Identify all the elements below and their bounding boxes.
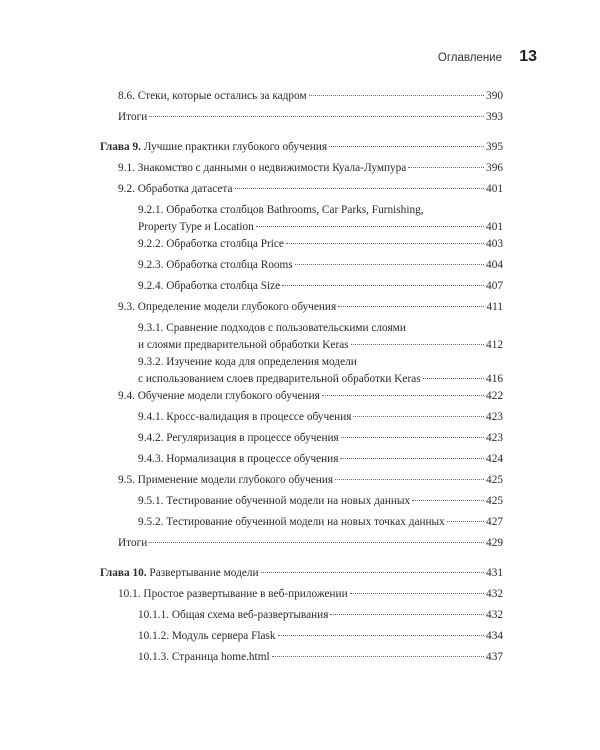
dot-leader <box>286 243 484 244</box>
dot-leader <box>341 437 484 438</box>
dot-leader <box>272 656 484 657</box>
page-number: 401 <box>486 183 503 195</box>
page-number: 412 <box>486 339 503 351</box>
page-number: 432 <box>486 588 503 600</box>
dot-leader <box>309 95 484 96</box>
page-number: 429 <box>486 537 503 549</box>
page-number: 396 <box>486 162 503 174</box>
toc-entry-9-4[interactable]: 9.4. Обучение модели глубокого обучения 422 <box>100 388 503 405</box>
page-number: 425 <box>486 474 503 486</box>
dot-leader <box>340 458 484 459</box>
dot-leader <box>447 521 484 522</box>
dot-leader <box>261 572 485 573</box>
page-number: 416 <box>486 373 503 385</box>
page-number: 411 <box>486 301 503 313</box>
toc-entry-summary-9[interactable]: Итоги 429 <box>100 535 503 552</box>
dot-leader <box>330 614 484 615</box>
dot-leader <box>322 395 484 396</box>
page-number: 407 <box>486 280 503 292</box>
page-number: 431 <box>486 567 503 579</box>
toc-entry-9-3-1[interactable]: 9.3.1. Сравнение подходов с пользовательскими слоями и слоями предварительной обработки Keras 412 <box>100 320 503 354</box>
dot-leader <box>338 306 484 307</box>
page-number: 425 <box>486 495 503 507</box>
toc-entry-10-1-1[interactable]: 10.1.1. Общая схема веб-развертывания 432 <box>100 607 503 624</box>
page-number: 404 <box>486 259 503 271</box>
dot-leader <box>278 635 484 636</box>
toc-entry-9-2-3[interactable]: 9.2.3. Обработка столбца Rooms 404 <box>100 257 503 274</box>
toc-entry-9-2-4[interactable]: 9.2.4. Обработка столбца Size 407 <box>100 278 503 295</box>
page-number: 432 <box>486 609 503 621</box>
toc-entry-summary-8[interactable]: Итоги 393 <box>100 109 503 126</box>
toc-entry-10-1-3[interactable]: 10.1.3. Страница home.html 437 <box>100 649 503 666</box>
toc-entry-9-3-2[interactable]: 9.3.2. Изучение кода для определения модели с использованием слоев предварительной обработки Keras 416 <box>100 354 503 388</box>
dot-leader <box>335 479 484 480</box>
dot-leader <box>235 188 485 189</box>
toc-entry-8-6[interactable]: 8.6. Стеки, которые остались за кадром 390 <box>100 88 503 105</box>
page-number: 403 <box>486 238 503 250</box>
toc-chapter-9[interactable] <box>100 139 503 156</box>
dot-leader <box>282 285 484 286</box>
page-number: 434 <box>486 630 503 642</box>
chapter-title: Развертывание модели <box>146 567 259 579</box>
dot-leader <box>423 378 484 379</box>
chapter-title: Лучшие практики глубокого обучения <box>140 141 328 153</box>
page-number: 427 <box>486 516 503 528</box>
running-header <box>437 48 537 65</box>
toc-entry-9-4-1[interactable]: 9.4.1. Кросс-валидация в процессе обучения 423 <box>100 409 503 426</box>
dot-leader <box>295 264 484 265</box>
dot-leader <box>149 116 484 117</box>
toc-entry-9-2-2[interactable]: 9.2.2. Обработка столбца Price 403 <box>100 236 503 253</box>
page-number: 437 <box>486 651 503 663</box>
dot-leader <box>256 226 484 227</box>
toc-entry-9-2[interactable]: 9.2. Обработка датасета 401 <box>100 181 503 198</box>
page-number: 390 <box>486 90 503 102</box>
dot-leader <box>329 146 484 147</box>
page-number: 401 <box>486 221 503 233</box>
toc-entry-9-4-3[interactable]: 9.4.3. Нормализация в процессе обучения 424 <box>100 451 503 468</box>
page-number: 395 <box>486 141 503 153</box>
toc-entry-9-3[interactable]: 9.3. Определение модели глубокого обучения 411 <box>100 299 503 316</box>
page-number: 422 <box>486 390 503 402</box>
dot-leader <box>351 344 484 345</box>
header-page-number: 13 <box>519 48 537 65</box>
dot-leader <box>149 542 484 543</box>
toc-entry-9-2-1[interactable]: 9.2.1. Обработка столбцов Bathrooms, Car Parks, Furnishing, Property Type и Location 401 <box>100 202 503 236</box>
dot-leader <box>408 167 484 168</box>
page-number: 423 <box>486 432 503 444</box>
toc-entry-9-1[interactable]: 9.1. Знакомство с данными о недвижимости Куала-Лумпура 396 <box>100 160 503 177</box>
toc-entry-10-1-2[interactable]: 10.1.2. Модуль сервера Flask 434 <box>100 628 503 645</box>
toc-entry-9-5-1[interactable]: 9.5.1. Тестирование обученной модели на новых данных 425 <box>100 493 503 510</box>
page-number: 423 <box>486 411 503 423</box>
page-number: 393 <box>486 111 503 123</box>
dot-leader <box>412 500 484 501</box>
chapter-label: Глава 9. <box>100 141 141 153</box>
chapter-label: Глава 10. <box>100 567 147 579</box>
dot-leader <box>350 593 484 594</box>
header-title: Оглавление <box>437 52 502 64</box>
toc-entry-9-5-2[interactable]: 9.5.2. Тестирование обученной модели на новых точках данных 427 <box>100 514 503 531</box>
toc-chapter-10[interactable] <box>100 565 503 582</box>
toc-entry-9-5[interactable]: 9.5. Применение модели глубокого обучения 425 <box>100 472 503 489</box>
dot-leader <box>353 416 484 417</box>
page-number: 424 <box>486 453 503 465</box>
toc-entry-10-1[interactable]: 10.1. Простое развертывание в веб-приложении 432 <box>100 586 503 603</box>
toc-entry-9-4-2[interactable]: 9.4.2. Регуляризация в процессе обучения 423 <box>100 430 503 447</box>
